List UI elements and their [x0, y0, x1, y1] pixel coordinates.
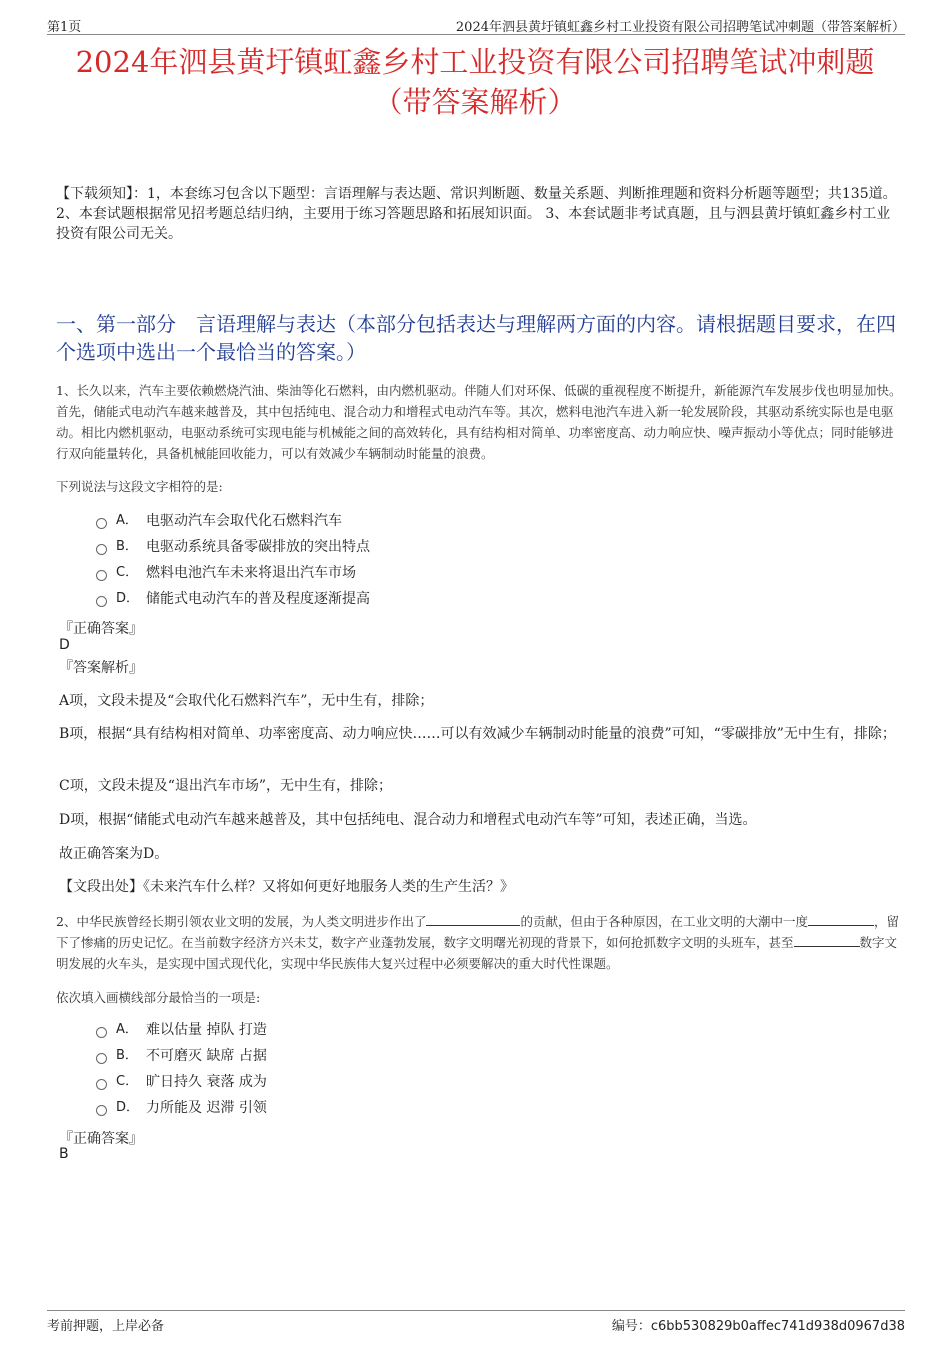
header-doc-title: 2024年泗县黄圩镇虹鑫乡村工业投资有限公司招聘笔试冲刺题（带答案解析）: [455, 20, 905, 35]
analysis-conclusion: 故正确答案为D。: [59, 846, 169, 862]
correct-answer-value: D: [59, 637, 70, 653]
question-2-text-part: 2、中华民族曾经长期引领农业文明的发展，为人类文明进步作出了: [56, 914, 427, 929]
analysis-a: A项，文段未提及“会取代化石燃料汽车”，无中生有，排除；: [59, 693, 434, 709]
fill-blank: [808, 911, 874, 926]
option-text: 不可磨灭 缺席 占据: [146, 1048, 267, 1064]
option-key: D．: [116, 1100, 140, 1115]
option-text: 难以估量 掉队 打造: [146, 1022, 267, 1038]
option-text: 电驱动系统具备零碳排放的突出特点: [146, 539, 370, 555]
option-a[interactable]: [96, 508, 370, 534]
option-a[interactable]: [96, 1017, 267, 1043]
radio-icon[interactable]: [96, 570, 107, 581]
analysis-b: B项，根据“具有结构相对简单、功率密度高、动力响应快……可以有效减少车辆制动时能量的浪费”可知，“零碳排放”无中生有，排除；: [59, 726, 896, 742]
fill-blank: [426, 911, 520, 926]
source-citation: 【文段出处】《未来汽车什么样？又将如何更好地服务人类的生产生活？》: [59, 879, 514, 895]
option-text: 旷日持久 衰落 成为: [146, 1074, 267, 1090]
footer-code: [612, 1315, 905, 1334]
document-title: [40, 42, 910, 122]
question-1-text: 1、长久以来，汽车主要依赖燃烧汽油、柴油等化石燃料，由内燃机驱动。伴随人们对环保、低碳的重视程度不断提升，新能源汽车发展步伐也明显加快。首先，储能式电动汽车越来越普及，其中包括纯电、混合动力和增程式电动汽车等。其次，燃料电池汽车进入新一轮发展阶段，其驱动系统实际也是电驱动。相比内燃机驱动，电驱动系统可实现电能与机械能之间的高效转化，具有结构相对简单、功率密度高、动力响应快、噪声振动小等优点；同时能够进行双向能量转化，具备机械能回收能力，可以有效减少车辆制动时能量的浪费。: [56, 383, 902, 461]
option-key: B．: [116, 539, 138, 554]
download-notice: 【下载须知】：1，本套练习包含以下题型：言语理解与表达题、常识判断题、数量关系题、判断推理题和资料分析题等题型；共135道。 2、本套试题根据常见招考题总结归纳，主要用于练习答题思路和拓展知识面。 3、本套试题非考试真题，且与泗县黄圩镇虹鑫乡村工业投资有限公司无关。: [56, 186, 897, 242]
radio-icon[interactable]: [96, 1053, 107, 1064]
fill-blank: [794, 932, 860, 947]
radio-icon[interactable]: [96, 518, 107, 529]
analysis-c: C项，文段未提及“退出汽车市场”，无中生有，排除；: [59, 778, 393, 794]
option-text: 储能式电动汽车的普及程度逐渐提高: [146, 591, 370, 607]
title-line-1: 2024年泗县黄圩镇虹鑫乡村工业投资有限公司招聘笔试冲刺题: [75, 45, 875, 79]
option-b[interactable]: [96, 1043, 267, 1069]
radio-icon[interactable]: [96, 596, 107, 607]
option-key: C．: [116, 565, 139, 580]
option-text: 力所能及 迟滞 引领: [146, 1100, 267, 1116]
option-key: A．: [116, 1022, 138, 1037]
radio-icon[interactable]: [96, 1027, 107, 1038]
analysis-label: 『答案解析』: [59, 660, 143, 676]
title-line-2: （带答案解析）: [373, 85, 577, 119]
analysis-d: D项，根据“储能式电动汽车越来越普及，其中包括纯电、混合动力和增程式电动汽车等”可知，表述正确，当选。: [59, 812, 757, 828]
question-1-prompt: 下列说法与这段文字相符的是:: [56, 479, 223, 494]
question-2-text-part: 数字文明发展的火车头，是实现中国式现代化，实现中华民族伟大复兴过程中必须要解决的重大时代性课题。: [56, 935, 898, 971]
question-2-text: [56, 911, 902, 974]
question-2-prompt: 依次填入画横线部分最恰当的一项是:: [56, 990, 261, 1005]
radio-icon[interactable]: [96, 1105, 107, 1116]
radio-icon[interactable]: [96, 544, 107, 555]
question-2-text-part: ，留下了惨痛的历史记忆。在当前数字经济方兴未艾，数字产业蓬勃发展，数字文明曙光初现的背景下，如何抢抓数字文明的头班车，甚至: [56, 914, 899, 950]
option-c[interactable]: [96, 1069, 267, 1095]
radio-icon[interactable]: [96, 1079, 107, 1090]
question-2-options: [96, 1017, 267, 1121]
option-key: B．: [116, 1048, 138, 1063]
correct-answer-label: 『正确答案』: [59, 1131, 143, 1147]
option-d[interactable]: [96, 586, 370, 612]
option-b[interactable]: [96, 534, 370, 560]
option-d[interactable]: [96, 1095, 267, 1121]
page-header: [47, 14, 905, 35]
section-heading: 一、第一部分 言语理解与表达（本部分包括表达与理解两方面的内容。请根据题目要求，在四个选项中选出一个最恰当的答案。）: [56, 312, 896, 364]
option-text: 燃料电池汽车未来将退出汽车市场: [146, 565, 356, 581]
option-text: 电驱动汽车会取代化石燃料汽车: [146, 513, 342, 529]
footer-slogan: 考前押题，上岸必备: [47, 1319, 165, 1334]
page-number: 第1页: [47, 20, 82, 35]
question-2-text-part: 的贡献，但由于各种原因，在工业文明的大潮中一度: [520, 914, 808, 929]
page-footer: [47, 1310, 905, 1335]
option-key: D．: [116, 591, 140, 606]
correct-answer-value: B: [59, 1146, 69, 1162]
option-key: C．: [116, 1074, 139, 1089]
correct-answer-label: 『正确答案』: [59, 621, 143, 637]
question-1-options: [96, 508, 370, 612]
code-value: c6bb530829b0affec741d938d0967d38: [650, 1319, 905, 1334]
option-key: A．: [116, 513, 138, 528]
code-label: 编号：: [611, 1319, 651, 1334]
option-c[interactable]: [96, 560, 370, 586]
